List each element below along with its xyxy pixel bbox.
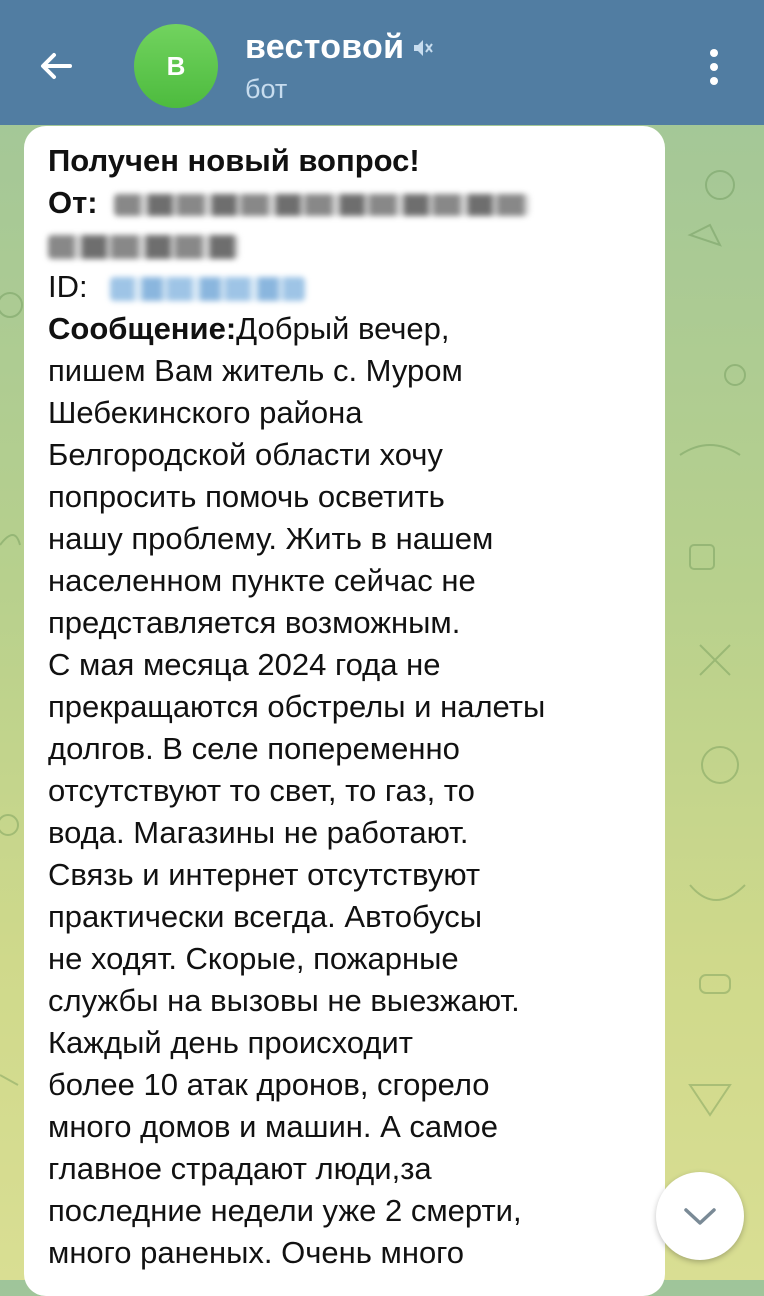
chevron-down-icon [682,1204,718,1228]
message-text-line: более 10 атак дронов, сгорело [48,1067,490,1102]
message-text-line: много домов и машин. А самое [48,1109,498,1144]
avatar-letter: В [166,50,186,81]
message-text-line: Связь и интернет отсутствуют [48,857,481,892]
back-button[interactable] [30,40,82,92]
message-text-line: Каждый день происходит [48,1025,413,1060]
avatar[interactable] [134,24,218,108]
message-text-line: населенном пункте сейчас не [48,563,476,598]
redacted-sender-username [48,235,238,259]
muted-speaker-icon [412,37,434,59]
from-row-continued [48,224,665,266]
message-text-line: не ходят. Скорые, пожарные [48,941,459,976]
message-bubble[interactable] [24,126,665,1296]
message-text-line: прекращаются обстрелы и налеты [48,689,546,724]
message-text-line: С мая месяца 2024 года не [48,647,441,682]
chat-header [0,0,764,125]
redacted-user-id [110,277,305,301]
message-text-line: отсутствуют то свет, то газ, то [48,773,475,808]
id-label: ID: [48,269,88,304]
chat-title-row[interactable] [245,28,434,67]
id-row [48,266,665,308]
chat-subtitle: бот [245,74,288,104]
message-text-line: Белгородской области хочу [48,437,443,472]
message-text-line: практически всегда. Автобусы [48,899,482,934]
chat-title: вестовой [245,28,405,66]
message-text-line: Шебекинского района [48,395,363,430]
message-text-line: нашу проблему. Жить в нашем [48,521,494,556]
message-text-line: долгов. В селе попеременно [48,731,460,766]
from-row [48,182,665,224]
message-text-line: много раненых. Очень много [48,1235,465,1270]
message-text-line: представляется возможным. [48,605,461,640]
message-label: Сообщение: [48,311,237,346]
back-arrow-icon [36,46,76,86]
message-text-line: попросить помочь осветить [48,479,445,514]
redacted-sender-name [114,194,529,216]
message-text-line [48,308,665,350]
scroll-to-bottom-button[interactable] [656,1172,744,1260]
message-text-line: пишем Вам житель с. Муром [48,353,463,388]
message-text-line: последние недели уже 2 смерти, [48,1193,522,1228]
message-text-line: главное страдают люди,за [48,1151,432,1186]
message-text-line: вода. Магазины не работают. [48,815,469,850]
more-vertical-icon[interactable] [694,44,734,90]
from-label: От: [48,185,98,220]
message-heading: Получен новый вопрос! [48,143,420,178]
message-text: Добрый вечер, [236,311,450,346]
message-text-line: службы на вызовы не выезжают. [48,983,520,1018]
